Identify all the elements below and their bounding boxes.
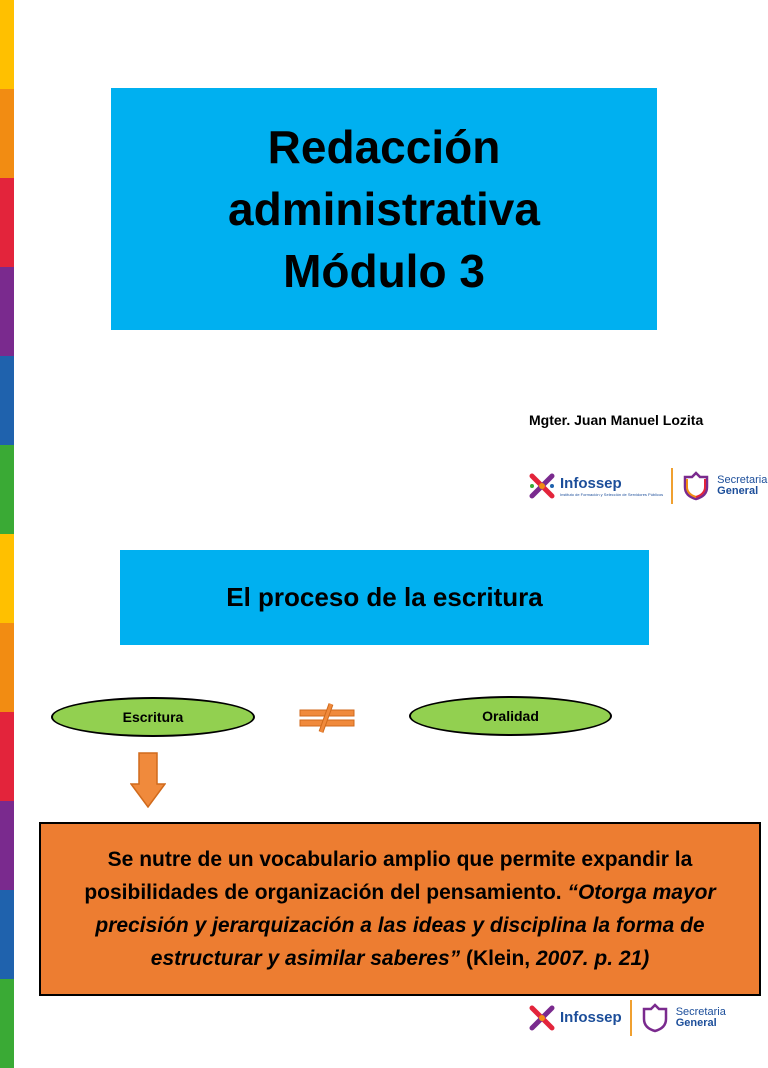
logo-divider	[671, 468, 673, 504]
general-label: General	[675, 1017, 717, 1029]
stripe-segment	[0, 712, 14, 801]
secretaria-shield-icon	[681, 471, 711, 501]
secretaria-label: Secretaria	[675, 1006, 726, 1018]
stripe-segment	[0, 0, 14, 89]
secretaria-label: Secretaria	[717, 474, 768, 486]
subtitle-text: El proceso de la escritura	[226, 582, 543, 612]
left-color-stripe	[0, 0, 14, 1024]
oval-escritura-label: Escritura	[122, 709, 184, 725]
stripe-segment	[0, 356, 14, 445]
stripe-segment	[0, 623, 14, 712]
body-paragraph	[51, 843, 749, 975]
oval-oralidad	[409, 696, 612, 736]
title-line-2: administrativa	[228, 183, 540, 235]
infossep-logo-bottom	[528, 1000, 726, 1036]
secretaria-shield-icon	[640, 1003, 670, 1033]
oval-oralidad-label: Oralidad	[482, 708, 539, 724]
author-name: Mgter. Juan Manuel Lozita	[529, 412, 704, 428]
stripe-segment	[0, 89, 14, 178]
body-citation-2: 2007. p. 21)	[535, 947, 650, 970]
general-label: General	[717, 485, 759, 497]
stripe-segment	[0, 801, 14, 890]
subtitle-box	[120, 550, 649, 645]
not-equal-icon	[298, 703, 356, 733]
brand-name: Infossep	[560, 1009, 622, 1026]
logo-divider	[630, 1000, 632, 1036]
stripe-segment	[0, 178, 14, 267]
title-line-3: Módulo 3	[283, 245, 485, 297]
brand-subtitle: Instituto de Formación y Selección de Servidores Públicos	[560, 491, 664, 497]
stripe-segment	[0, 445, 14, 534]
stripe-segment	[0, 267, 14, 356]
stripe-segment	[0, 534, 14, 623]
down-arrow-icon	[130, 752, 166, 808]
body-citation-1: (Klein,	[460, 947, 531, 970]
body-quote: “Otorga mayor precisión y jerarquización a las ideas y disciplina la forma de estructurar y asimilar saberes”	[95, 881, 716, 970]
body-text-box	[39, 822, 761, 996]
brand-name: Infossep	[560, 474, 622, 492]
infossep-mark-icon	[528, 472, 556, 500]
infossep-mark-icon	[528, 1004, 556, 1032]
title-line-1: Redacción	[267, 121, 501, 173]
infossep-logo-top	[528, 468, 767, 504]
stripe-segment	[0, 890, 14, 979]
body-text: Se nutre de un vocabulario amplio que permite expandir la posibilidades de organización del pensamiento.	[84, 848, 693, 904]
title-box	[111, 88, 657, 330]
oval-escritura	[51, 697, 255, 737]
